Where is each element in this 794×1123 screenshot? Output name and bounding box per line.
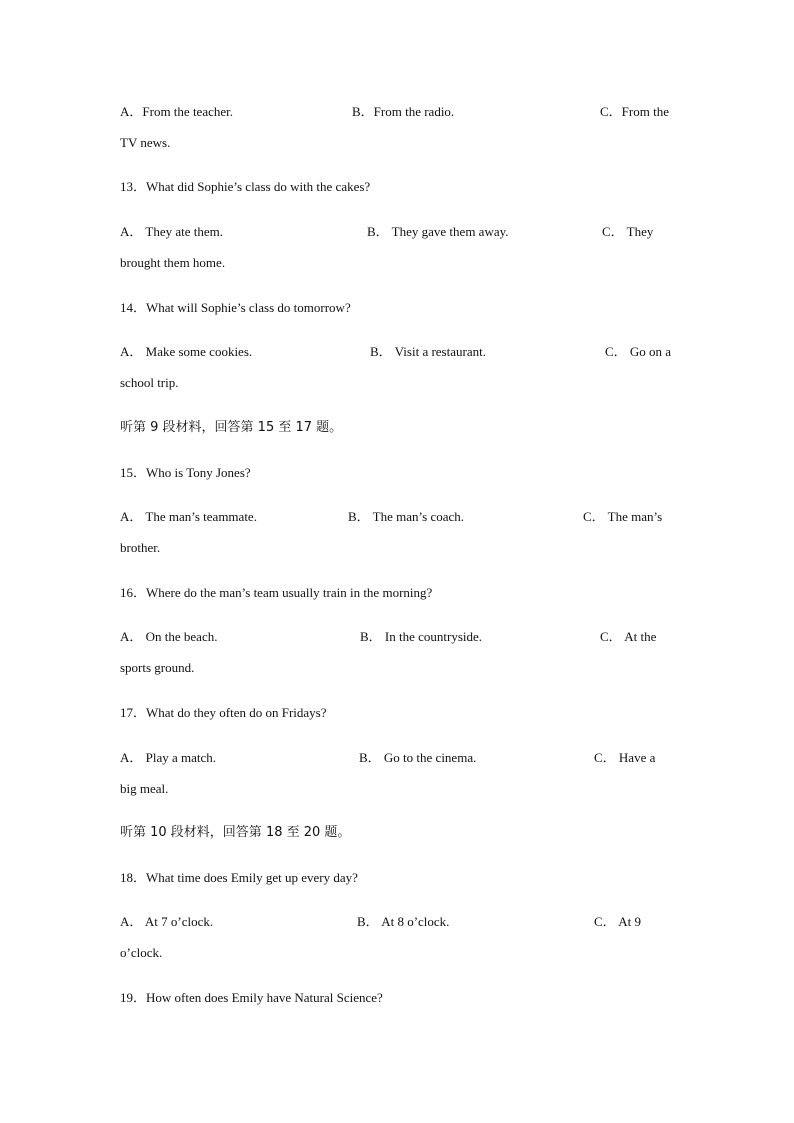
question-13: 13．What did Sophie’s class do with the cakes? — [120, 179, 371, 194]
option-a: A． Play a match. — [120, 750, 217, 765]
option-c: C．From the — [600, 104, 669, 119]
option-c-continued: school trip. — [120, 375, 179, 390]
section-heading-9: 听第 9 段材料，回答第 15 至 17 题。 — [120, 420, 343, 435]
option-b: B．From the radio. — [352, 104, 455, 119]
option-a: A． On the beach. — [120, 629, 218, 644]
option-b: B． Go to the cinema. — [359, 750, 477, 765]
option-b: B． At 8 o’clock. — [357, 914, 450, 929]
option-a: A． They ate them. — [120, 224, 224, 239]
option-c: C． At 9 — [594, 914, 641, 929]
option-c-continued: o’clock. — [120, 945, 163, 960]
option-c: C． They — [602, 224, 654, 239]
option-b: B． In the countryside. — [360, 629, 483, 644]
option-a: A．From the teacher. — [120, 104, 233, 119]
question-14: 14．What will Sophie’s class do tomorrow? — [120, 300, 351, 315]
option-c: C． Have a — [594, 750, 656, 765]
option-c-continued: brought them home. — [120, 255, 226, 270]
option-c: C． Go on a — [605, 344, 672, 359]
question-16: 16．Where do the man’s team usually train in the morning? — [120, 585, 433, 600]
option-c-continued: sports ground. — [120, 660, 195, 675]
option-c-continued: TV news. — [120, 135, 171, 150]
option-c: C． At the — [600, 629, 657, 644]
question-18: 18．What time does Emily get up every day? — [120, 870, 358, 885]
question-19: 19．How often does Emily have Natural Science? — [120, 990, 383, 1005]
option-c-continued: brother. — [120, 540, 161, 555]
option-a: A． At 7 o’clock. — [120, 914, 214, 929]
question-17: 17．What do they often do on Fridays? — [120, 705, 327, 720]
section-heading-10: 听第 10 段材料，回答第 18 至 20 题。 — [120, 825, 351, 840]
option-a: A． Make some cookies. — [120, 344, 253, 359]
option-b: B． They gave them away. — [367, 224, 509, 239]
option-a: A． The man’s teammate. — [120, 509, 257, 524]
option-c-continued: big meal. — [120, 781, 169, 796]
question-15: 15．Who is Tony Jones? — [120, 465, 251, 480]
option-b: B． Visit a restaurant. — [370, 344, 486, 359]
option-b: B． The man’s coach. — [348, 509, 465, 524]
option-c: C． The man’s — [583, 509, 663, 524]
